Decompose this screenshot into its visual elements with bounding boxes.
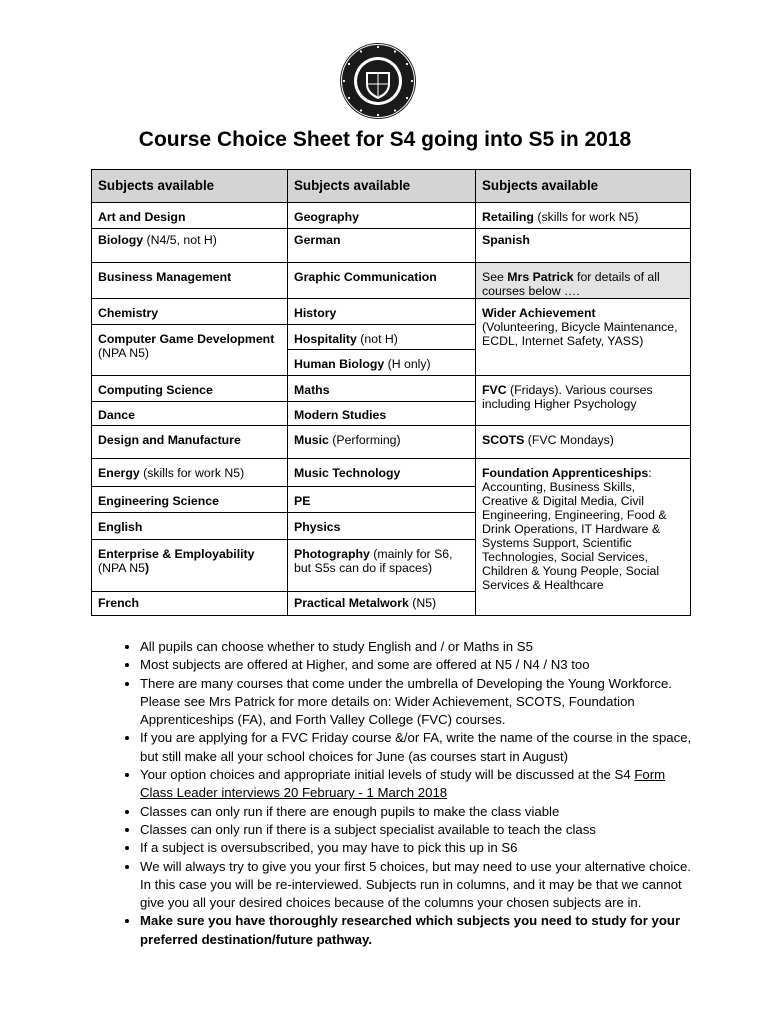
subject-name: English	[98, 520, 143, 534]
column-header: Subjects available	[288, 170, 476, 203]
notes-list	[118, 638, 700, 949]
subjects-table	[91, 169, 691, 616]
table-row	[92, 299, 691, 325]
list-item: • Most subjects are offered at Higher, and some are offered at N5 / N4 / N3 too	[140, 656, 700, 674]
subject-name: SCOTS	[482, 433, 525, 447]
subject-name: French	[98, 596, 139, 610]
subject-note: (N5)	[408, 596, 437, 610]
subject-name: Biology	[98, 233, 144, 247]
subject-name: PE	[294, 494, 311, 508]
subject-name: Foundation Apprenticeships	[482, 466, 649, 480]
subject-name: FVC	[482, 383, 507, 397]
subject-name: Music	[294, 433, 329, 447]
list-item: • Classes can only run if there is a subject specialist available to teach the class	[140, 821, 700, 839]
subject-note: (N4/5, not H)	[143, 233, 217, 247]
subject-name: Human Biology	[294, 357, 385, 371]
subject-name: Practical Metalwork	[294, 596, 409, 610]
list-item: • Make sure you have thoroughly researched which subjects you need to study for your preferred destination/future pathway.	[140, 912, 700, 949]
list-item: • If a subject is oversubscribed, you may have to pick this up in S6	[140, 839, 700, 857]
subject-name: Dance	[98, 408, 135, 422]
subject-note: (Fridays). Various courses including Higher Psychology	[482, 383, 653, 411]
subject-note: (not H)	[356, 332, 398, 346]
subject-name: Spanish	[482, 233, 530, 247]
table-row: Energy (skills for work N5) Music Technology Foundation Apprenticeships: Accounting, Business Skills, Creative & Digital Media, Civil Engineering, Engineering, Food & Drink Operations, IT Hardware & Systems Support, Scientific Technologies, Social Services, Children & Young People, Social Services & Healthcare	[92, 459, 691, 487]
subject-note: (Volunteering, Bicycle Maintenance, ECDL, Internet Safety, YASS)	[482, 320, 678, 348]
subject-name: Chemistry	[98, 306, 159, 320]
subject-note: (skills for work N5)	[533, 210, 639, 224]
subject-name: Photography	[294, 547, 370, 561]
subject-note: (mainly for S6, but S5s can do if spaces)	[294, 547, 453, 575]
subject-name: Modern Studies	[294, 408, 387, 422]
subject-note: (NPA N5	[98, 561, 145, 575]
table-row: Business Management Graphic Communication See Mrs Patrick for details of all courses below ….	[92, 263, 691, 299]
table-row	[92, 426, 691, 459]
subject-name: Business Management	[98, 270, 232, 284]
subject-name: Physics	[294, 520, 341, 534]
subject-name: German	[294, 233, 341, 247]
subject-name: Art and Design	[98, 210, 186, 224]
table-row	[92, 376, 691, 402]
interview-dates: Form Class Leader interviews 20 February - 1 March 2018	[140, 767, 666, 801]
list-item: • We will always try to give you your first 5 choices, but may need to use your alternative choice. In this case you will be re-interviewed. Subjects run in columns, and it may be that we cannot give you all your desired choices because of the columns your chosen subjects are in.	[140, 858, 700, 913]
table-header-row	[92, 170, 691, 203]
subject-name: Retailing	[482, 210, 534, 224]
list-item: • There are many courses that come under the umbrella of Developing the Young Workforce. Please see Mrs Patrick for more details on: Wider Achievement, SCOTS, Foundation Apprenticeships (FA), and Forth Valley College (FVC) courses.	[140, 675, 700, 730]
subject-name: Geography	[294, 210, 359, 224]
subject-note: (skills for work N5)	[139, 466, 245, 480]
subject-name: Maths	[294, 383, 330, 397]
subject-name: Music Technology	[294, 466, 401, 480]
school-crest-icon	[339, 42, 417, 120]
page-title: Course Choice Sheet for S4 going into S5 in 2018	[138, 128, 632, 151]
subject-note: (NPA N5)	[98, 346, 150, 360]
subject-note: (H only)	[384, 357, 431, 371]
table-row: Enterprise & Employability (NPA N5) Photography (mainly for S6, but S5s can do if spaces)	[92, 540, 691, 592]
list-item: • If you are applying for a FVC Friday course &/or FA, write the name of the course in the space, but still make all your school choices for June (as courses start in August)	[140, 729, 700, 766]
subject-name: Design and Manufacture	[98, 433, 241, 447]
subject-name: History	[294, 306, 337, 320]
table-row	[92, 203, 691, 229]
subject-name: Graphic Communication	[294, 270, 437, 284]
subject-name: Computer Game Development	[98, 332, 275, 346]
subject-note: (Performing)	[328, 433, 401, 447]
subject-name: Computing Science	[98, 383, 213, 397]
subject-name: Energy	[98, 466, 140, 480]
list-item: • Your option choices and appropriate initial levels of study will be discussed at the S4 Form Class Leader interviews 20 February - 1 March 2018	[140, 766, 700, 803]
subject-name: Hospitality	[294, 332, 357, 346]
subject-name: Wider Achievement	[482, 306, 596, 320]
subject-note: Accounting, Business Skills, Creative & Digital Media, Civil Engineering, Engineering, Food & Drink Operations, IT Hardware & Systems Support, Scientific Technologies, Social Services, Children & Young People, Social Services & Healthcare	[482, 480, 667, 592]
column-header: Subjects available	[92, 170, 288, 203]
subject-note: (FVC Mondays)	[524, 433, 614, 447]
subject-name: Engineering Science	[98, 494, 219, 508]
list-item: • All pupils can choose whether to study English and / or Maths in S5	[140, 638, 700, 656]
list-item: • Classes can only run if there are enough pupils to make the class viable	[140, 803, 700, 821]
subject-name: Enterprise & Employability	[98, 547, 255, 561]
contact-name: Mrs Patrick	[507, 270, 574, 284]
column-header: Subjects available	[476, 170, 691, 203]
table-row	[92, 229, 691, 263]
